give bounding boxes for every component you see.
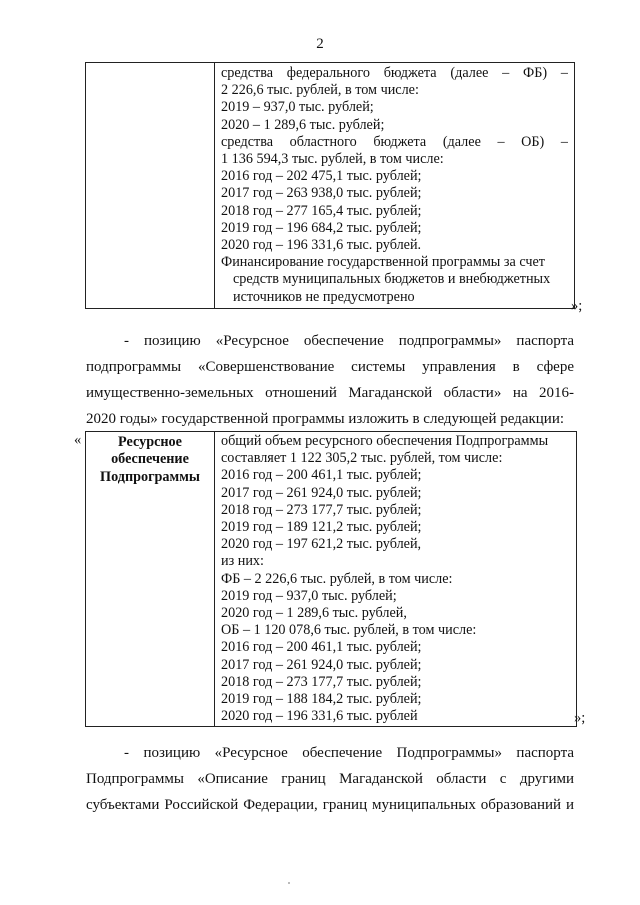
paragraph-2-line: - позицию «Ресурсное обеспечение Подпрограммы» паспорта bbox=[124, 745, 574, 761]
table1-line: 2016 год – 202 475,1 тыс. рублей; bbox=[221, 168, 422, 185]
table2-line: ОБ – 1 120 078,6 тыс. рублей, в том числе: bbox=[221, 622, 477, 639]
table1-close-quote: »; bbox=[571, 298, 583, 314]
table2-line: составляет 1 122 305,2 тыс. рублей, том числе: bbox=[221, 450, 503, 467]
table2-line: 2019 год – 188 184,2 тыс. рублей; bbox=[221, 691, 422, 708]
table1-line: средств муниципальных бюджетов и внебюджетных bbox=[233, 271, 551, 288]
table2-line: 2017 год – 261 924,0 тыс. рублей; bbox=[221, 484, 422, 501]
resource-provision-table bbox=[85, 431, 577, 727]
table1-line: 2 226,6 тыс. рублей, в том числе: bbox=[221, 82, 419, 99]
table2-line: 2020 год – 197 621,2 тыс. рублей, bbox=[221, 536, 422, 553]
table1-left-cell bbox=[86, 63, 215, 309]
scan-speck bbox=[288, 882, 290, 884]
table1-line: 1 136 594,3 тыс. рублей, в том числе: bbox=[221, 151, 444, 168]
table1-line: 2019 – 937,0 тыс. рублей; bbox=[221, 99, 374, 116]
paragraph-1 bbox=[86, 328, 574, 432]
table1-line: 2019 год – 196 684,2 тыс. рублей; bbox=[221, 219, 422, 236]
table2-close-quote: »; bbox=[574, 710, 586, 726]
table1-line: 2020 год – 196 331,6 тыс. рублей. bbox=[221, 237, 422, 254]
table2-line: 2018 год – 273 177,7 тыс. рублей; bbox=[221, 501, 422, 518]
table2-line: общий объем ресурсного обеспечения Подпрограммы bbox=[221, 433, 549, 449]
page-number: 2 bbox=[316, 36, 324, 52]
table2-line: 2018 год – 273 177,7 тыс. рублей; bbox=[221, 673, 422, 690]
paragraph-1-line: имущественно-земельных отношений Магаданской области» на 2016- bbox=[86, 385, 574, 401]
table2-label-cell bbox=[86, 432, 215, 727]
paragraph-1-line: - позицию «Ресурсное обеспечение подпрограммы» паспорта bbox=[124, 333, 574, 349]
table2-line: ФБ – 2 226,6 тыс. рублей, в том числе: bbox=[221, 570, 453, 587]
table1-right-cell bbox=[215, 63, 575, 309]
table1-line: 2020 – 1 289,6 тыс. рублей; bbox=[221, 116, 385, 133]
label-line: обеспечение bbox=[111, 451, 189, 468]
table2-line: 2019 год – 937,0 тыс. рублей; bbox=[221, 587, 397, 604]
table2-value-cell bbox=[215, 432, 577, 727]
label-line: Ресурсное bbox=[118, 434, 182, 450]
label-line: Подпрограммы bbox=[100, 468, 200, 485]
table1-line: 2018 год – 277 165,4 тыс. рублей; bbox=[221, 202, 422, 219]
paragraph-1-line: подпрограммы «Совершенствование системы управления в сфере bbox=[86, 359, 574, 375]
table2-line: 2016 год – 200 461,1 тыс. рублей; bbox=[221, 639, 422, 656]
paragraph-2-line: субъектами Российской Федерации, границ муниципальных образований и bbox=[86, 797, 574, 813]
paragraph-2-line: Подпрограммы «Описание границ Магаданской области с другими bbox=[86, 771, 574, 787]
table2-line: 2019 год – 189 121,2 тыс. рублей; bbox=[221, 519, 422, 536]
table2-line: 2017 год – 261 924,0 тыс. рублей; bbox=[221, 656, 422, 673]
funding-table-continuation bbox=[85, 62, 575, 309]
table2-line: 2016 год – 200 461,1 тыс. рублей; bbox=[221, 467, 422, 484]
table1-line: средства федерального бюджета (далее – ФБ) – bbox=[221, 65, 568, 81]
table2-line: 2020 год – 196 331,6 тыс. рублей bbox=[221, 708, 418, 725]
paragraph-1-line: 2020 годы» государственной программы изложить в следующей редакции: bbox=[86, 411, 565, 427]
table1-line: средства областного бюджета (далее – ОБ) – bbox=[221, 133, 568, 150]
table1-line: 2017 год – 263 938,0 тыс. рублей; bbox=[221, 185, 422, 202]
paragraph-2 bbox=[86, 740, 574, 818]
table2-line: 2020 год – 1 289,6 тыс. рублей, bbox=[221, 605, 407, 622]
table1-line: Финансирование государственной программы за счет bbox=[221, 254, 545, 271]
table2-line: из них: bbox=[221, 553, 264, 570]
table1-line: источников не предусмотрено bbox=[233, 288, 415, 305]
table2-open-quote: « bbox=[74, 432, 82, 448]
